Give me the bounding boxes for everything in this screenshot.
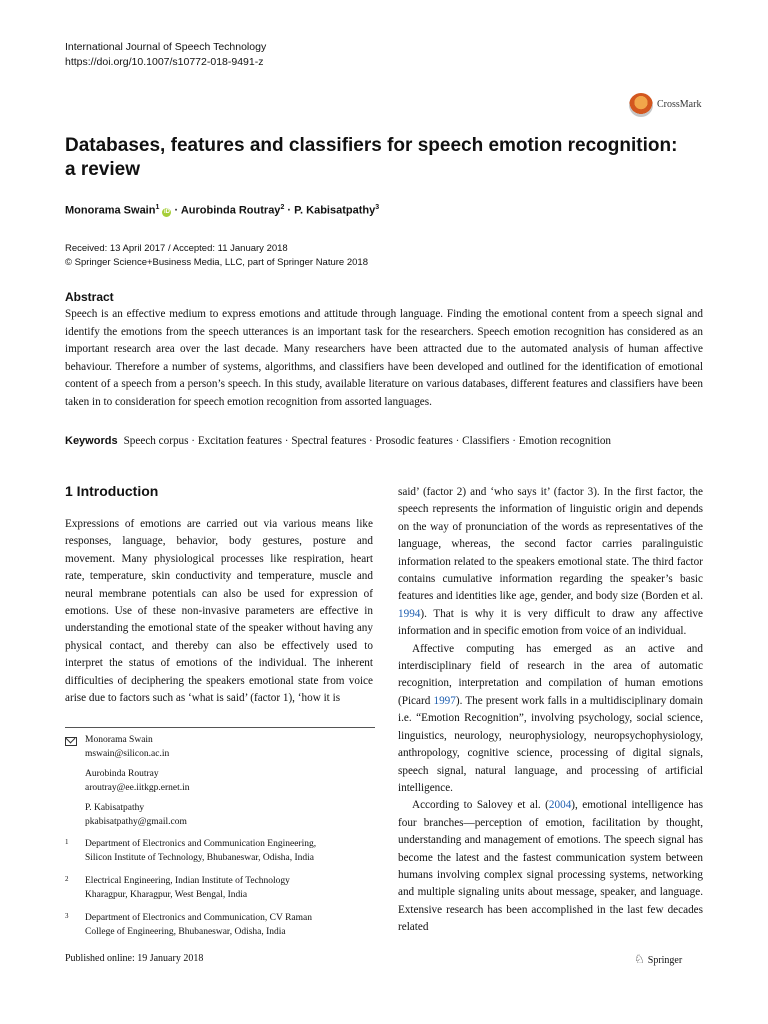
author-name[interactable]: Monorama Swain xyxy=(65,204,156,217)
keywords-label: Keywords xyxy=(65,435,118,447)
springer-horse-icon: ♘ xyxy=(634,952,645,966)
paragraph: Expressions of emotions are carried out via various means like responses, language, behavior, body gestures, posture and movement. Many physiological processes like respiration, heart rate, temperature, skin conductivity and temperature, muscle and neural membrane potentials can also be used for expression of emotions. Use of these non-invasive parameters are effective in understanding the emotional state of the speaker without having any physical contact, and thereby can also be effectively used to interpret the status of emotions of the individual. The inherent difficulties of deciphering the speakers emotional state from voice arise due to factors such as ‘what is said’ (factor 1), ‘how it is xyxy=(65,518,373,705)
affiliation-line: Department of Electronics and Communication Engineering, xyxy=(85,839,317,849)
author-name[interactable]: P. Kabisatpathy xyxy=(294,204,376,217)
copyright-line: © Springer Science+Business Media, LLC, part of Springer Nature 2018 xyxy=(65,257,368,268)
author-separator: · xyxy=(171,204,181,217)
journal-header xyxy=(65,40,266,70)
crossmark-badge[interactable] xyxy=(629,93,703,123)
keywords-list: Speech corpus · Excitation features · Spectral features · Prosodic features · Classifiers · Emotion recognition xyxy=(123,435,612,447)
paragraph-text: said’ (factor 2) and ‘who says it’ (factor 3). In the first factor, the speech represents the information of linguistic origin and depends on the way of pronunciation of the words as representatives of the language, whereas, the second factor carries paralinguistic information related to the speakers emotional state. The third factor contains cumulative information regarding the speaker’s basic features and identities like age, gender, and body size (Borden et al. xyxy=(398,486,703,603)
contact-email[interactable]: aroutray@ee.iitkgp.ernet.in xyxy=(85,782,190,793)
crossmark-icon xyxy=(629,93,653,117)
footnote-divider xyxy=(65,727,375,728)
paragraph xyxy=(398,484,703,641)
citation-link[interactable]: 2004 xyxy=(548,799,572,812)
abstract-text: Speech is an effective medium to express emotions and attitude through language. Finding the emotional content from a speech signal and identify the emotions from the speech utterances is an important task for the researchers. Speech emotion recognition has considered as an important research area over the last decade. Many researchers have been attracted due to the automated analysis of human affective behaviour. Therefore a number of systems, algorithms, and classifiers have been developed and outlined for the identification of emotional content of a speech from a person’s speech. In this study, available literature on various databases, different features and classifiers have been taken in to consideration for speech emotion recognition from assorted languages. xyxy=(65,308,703,408)
contact-email[interactable]: pkabisatpathy@gmail.com xyxy=(85,816,187,827)
corresponding-contacts xyxy=(65,734,375,836)
affiliation-line: Silicon Institute of Technology, Bhubaneswar, Odisha, India xyxy=(85,852,315,863)
journal-name: International Journal of Speech Technology xyxy=(65,41,267,53)
citation-link[interactable]: 1997 xyxy=(433,694,456,707)
affiliation-ref: 2 xyxy=(280,204,285,211)
left-column xyxy=(65,516,373,707)
contact-name: Aurobinda Routray xyxy=(85,769,159,779)
citation-link[interactable]: 1994 xyxy=(398,607,421,620)
contact-entry xyxy=(65,768,375,795)
abstract-heading: Abstract xyxy=(65,290,114,304)
right-column xyxy=(398,484,703,937)
publication-dates xyxy=(65,242,368,270)
author-name[interactable]: Aurobinda Routray xyxy=(180,204,281,217)
affiliation-ref: 1 xyxy=(155,204,160,211)
envelope-icon xyxy=(65,737,77,746)
paragraph-text: ). The present work falls in a multidisciplinary domain i.e. “Emotion Recognition”, involving psychology, social science, linguistics, neurology, neurophysiology, neuropsychophysiology, anthropology, cognitive science, processing of digital signals, speech signal, natural language, and processing of artificial intelligence. xyxy=(398,694,704,794)
publisher-name: Springer xyxy=(647,955,683,966)
published-online: Published online: 19 January 2018 xyxy=(65,953,204,964)
affiliation-entry xyxy=(65,875,375,902)
affiliation-entry xyxy=(65,838,375,865)
publisher-logo xyxy=(634,952,682,967)
affiliation-line: Electrical Engineering, Indian Institute of Technology xyxy=(85,876,290,886)
affiliation-number: 3 xyxy=(65,912,69,920)
affiliation-line: Department of Electronics and Communication, CV Raman xyxy=(85,913,312,923)
contact-email[interactable]: mswain@silicon.ac.in xyxy=(85,748,170,759)
paper-title: Databases, features and classifiers for speech emotion recognition: a review xyxy=(65,135,678,180)
author-separator: · xyxy=(284,204,295,217)
paragraph-text: ). That is why it is very difficult to draw any affective information and in specific emotion from voice of an individual. xyxy=(398,607,703,638)
affiliations xyxy=(65,838,375,949)
affiliation-number: 2 xyxy=(65,875,69,883)
affiliation-ref: 3 xyxy=(375,204,380,211)
paragraph-text: Affective computing has emerged as an active and interdisciplinary field of research in the area of automatic recognition, interpretation and compilation of human emotions (Picard xyxy=(398,642,703,707)
doi-link[interactable]: https://doi.org/10.1007/s10772-018-9491-z xyxy=(65,56,264,68)
paragraph-text: According to Salovey et al. ( xyxy=(412,799,549,812)
paragraph xyxy=(398,641,703,798)
contact-entry xyxy=(65,734,375,761)
orcid-icon[interactable]: iD xyxy=(163,208,170,215)
contact-name: Monorama Swain xyxy=(85,735,153,745)
affiliation-entry xyxy=(65,912,375,939)
affiliation-number: 1 xyxy=(65,838,69,846)
keywords xyxy=(65,435,611,447)
crossmark-label: CrossMark xyxy=(657,99,702,110)
affiliation-line: Kharagpur, Kharagpur, West Bengal, India xyxy=(85,889,248,900)
paragraph xyxy=(398,797,703,936)
contact-name: P. Kabisatpathy xyxy=(85,803,145,813)
paragraph-text: ), emotional intelligence has four branches—perception of emotion, facilitation by thought, understanding and management of emotions. The speech signal has become the latest and the fastest communication system between humans involving complex signal processing systems, networking and multiple signaling units about message, speaker, and language. Extensive research has been accomplished in the last few decades related xyxy=(398,799,703,934)
contact-entry xyxy=(65,802,375,829)
author-list xyxy=(65,204,379,217)
affiliation-line: College of Engineering, Bhubaneswar, Odisha, India xyxy=(85,926,286,937)
received-accepted: Received: 13 April 2017 / Accepted: 11 January 2018 xyxy=(65,243,288,254)
section-heading: 1 Introduction xyxy=(65,483,159,499)
